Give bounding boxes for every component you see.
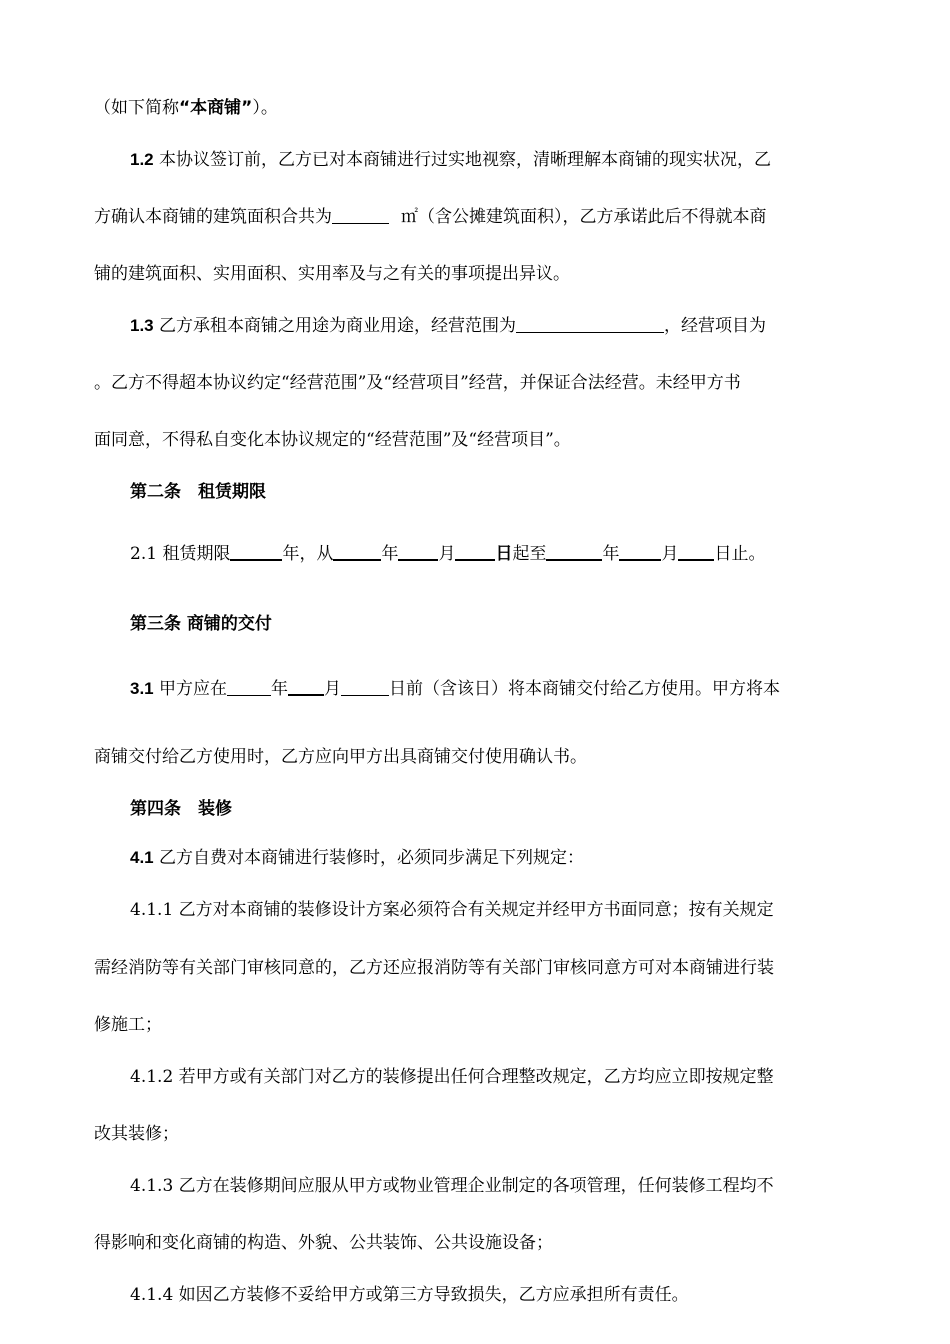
text-span: ，经营项目为 xyxy=(664,316,767,336)
blank-years-field[interactable] xyxy=(230,542,282,561)
text-span: 年，从 xyxy=(282,544,334,564)
clause-number: 4.1.4 xyxy=(130,1285,174,1305)
clause-4-1-1-line-2 xyxy=(94,956,774,980)
clause-4-1-3-line-1 xyxy=(130,1174,774,1198)
clause-number: 1.2 xyxy=(130,150,154,169)
clause-4-1-3-line-2 xyxy=(94,1231,553,1255)
article-3-heading: 第三条 商铺的交付 xyxy=(130,614,272,634)
clause-number: 4.1 xyxy=(130,848,154,867)
text-span: ）。 xyxy=(252,98,278,118)
text-span: 得影响和变化商铺的构造、外貌、公共装饰、公共设施设备； xyxy=(94,1233,553,1253)
blank-business-scope-field[interactable] xyxy=(516,315,664,333)
text-span: 商铺交付给乙方使用时，乙方应向甲方出具商铺交付使用确认书。 xyxy=(94,747,587,767)
text-span: 改其装修； xyxy=(94,1124,179,1144)
text-span: 甲方应在 xyxy=(159,679,228,699)
text-span: 如因乙方装修不妥给甲方或第三方导致损失，乙方应承担所有责任。 xyxy=(178,1285,689,1305)
clause-3-1-line-1 xyxy=(130,677,780,701)
blank-delivery-year-field[interactable] xyxy=(227,678,271,696)
text-span: 。乙方不得超本协议约定“经营范围”及“经营项目”经营，并保证合法经营。未经甲方书 xyxy=(94,373,741,393)
text-span: 月 xyxy=(324,679,342,699)
clause-4-1-2-line-2 xyxy=(94,1122,179,1146)
text-span: 月 xyxy=(661,544,679,564)
clause-number: 4.1.3 xyxy=(130,1176,174,1196)
clause-number: 1.3 xyxy=(130,316,154,335)
clause-number: 3.1 xyxy=(130,679,154,698)
text-span: 日前（含该日）将本商铺交付给乙方使用。甲方将本 xyxy=(389,679,781,699)
blank-delivery-month-field[interactable] xyxy=(288,677,324,696)
text-span: 年 xyxy=(602,544,620,564)
blank-area-field[interactable] xyxy=(332,206,389,224)
clause-1-3-line-3 xyxy=(94,428,571,452)
text-span: 起至 xyxy=(512,544,547,564)
text-span: 面同意，不得私自变化本协议规定的“经营范围”及“经营项目”。 xyxy=(94,430,571,450)
text-span: 年 xyxy=(381,544,399,564)
clause-number: 4.1.1 xyxy=(130,900,174,920)
clause-1-3-line-2 xyxy=(94,371,741,395)
clause-4-1-1-line-3 xyxy=(94,1013,162,1037)
clause-1-2-line-3 xyxy=(94,262,570,286)
article-2-heading: 第二条 租赁期限 xyxy=(130,482,266,502)
text-line xyxy=(94,96,278,120)
text-span: ㎡（含公摊建筑面积），乙方承诺此后不得就本商 xyxy=(401,207,767,227)
text-span: 若甲方或有关部门对乙方的装修提出任何合理整改规定，乙方均应立即按规定整 xyxy=(178,1067,774,1087)
clause-1-2-line-2 xyxy=(94,205,767,229)
text-span: 租赁期限 xyxy=(162,544,231,564)
text-span: 修施工； xyxy=(94,1015,162,1035)
clause-2-1 xyxy=(130,542,765,566)
text-span: 日 xyxy=(495,544,513,564)
text-span: 方确认本商铺的建筑面积合共为 xyxy=(94,207,332,227)
clause-4-1-1-line-1 xyxy=(130,898,774,922)
blank-start-year-field[interactable] xyxy=(333,542,381,561)
blank-end-year-field[interactable] xyxy=(546,542,602,561)
clause-1-3-line-1 xyxy=(130,314,766,338)
article-4-heading: 第四条 装修 xyxy=(130,799,232,819)
clause-4-1-4-line-1 xyxy=(130,1283,689,1307)
text-span: 乙方自费对本商铺进行装修时，必须同步满足下列规定： xyxy=(159,848,585,868)
blank-end-month-field[interactable] xyxy=(619,542,661,561)
clause-number: 4.1.2 xyxy=(130,1067,174,1087)
clause-4-1 xyxy=(130,846,584,870)
blank-delivery-day-field[interactable] xyxy=(341,678,389,696)
clause-number: 2.1 xyxy=(130,544,158,564)
text-span: （如下简称 xyxy=(94,98,179,118)
blank-end-day-field[interactable] xyxy=(678,542,714,561)
clause-3-1-line-2 xyxy=(94,745,587,769)
blank-start-day-field[interactable] xyxy=(455,542,495,561)
text-span: 本协议签订前，乙方已对本商铺进行过实地视察，清晰理解本商铺的现实状况，乙 xyxy=(159,150,772,170)
blank-start-month-field[interactable] xyxy=(398,542,438,561)
text-span: 乙方在装修期间应服从甲方或物业管理企业制定的各项管理，任何装修工程均不 xyxy=(178,1176,774,1196)
text-span: 乙方承租本商铺之用途为商业用途，经营范围为 xyxy=(159,316,517,336)
text-span: 年 xyxy=(271,679,289,699)
text-span: 乙方对本商铺的装修设计方案必须符合有关规定并经甲方书面同意；按有关规定 xyxy=(178,900,774,920)
text-span: 日止。 xyxy=(714,544,766,564)
text-span: 月 xyxy=(438,544,456,564)
bold-term: “本商铺” xyxy=(179,98,253,118)
text-span: 需经消防等有关部门审核同意的，乙方还应报消防等有关部门审核同意方可对本商铺进行装 xyxy=(94,958,774,978)
clause-1-2-line-1 xyxy=(130,148,771,172)
text-span: 铺的建筑面积、实用面积、实用率及与之有关的事项提出异议。 xyxy=(94,264,570,284)
clause-4-1-2-line-1 xyxy=(130,1065,774,1089)
